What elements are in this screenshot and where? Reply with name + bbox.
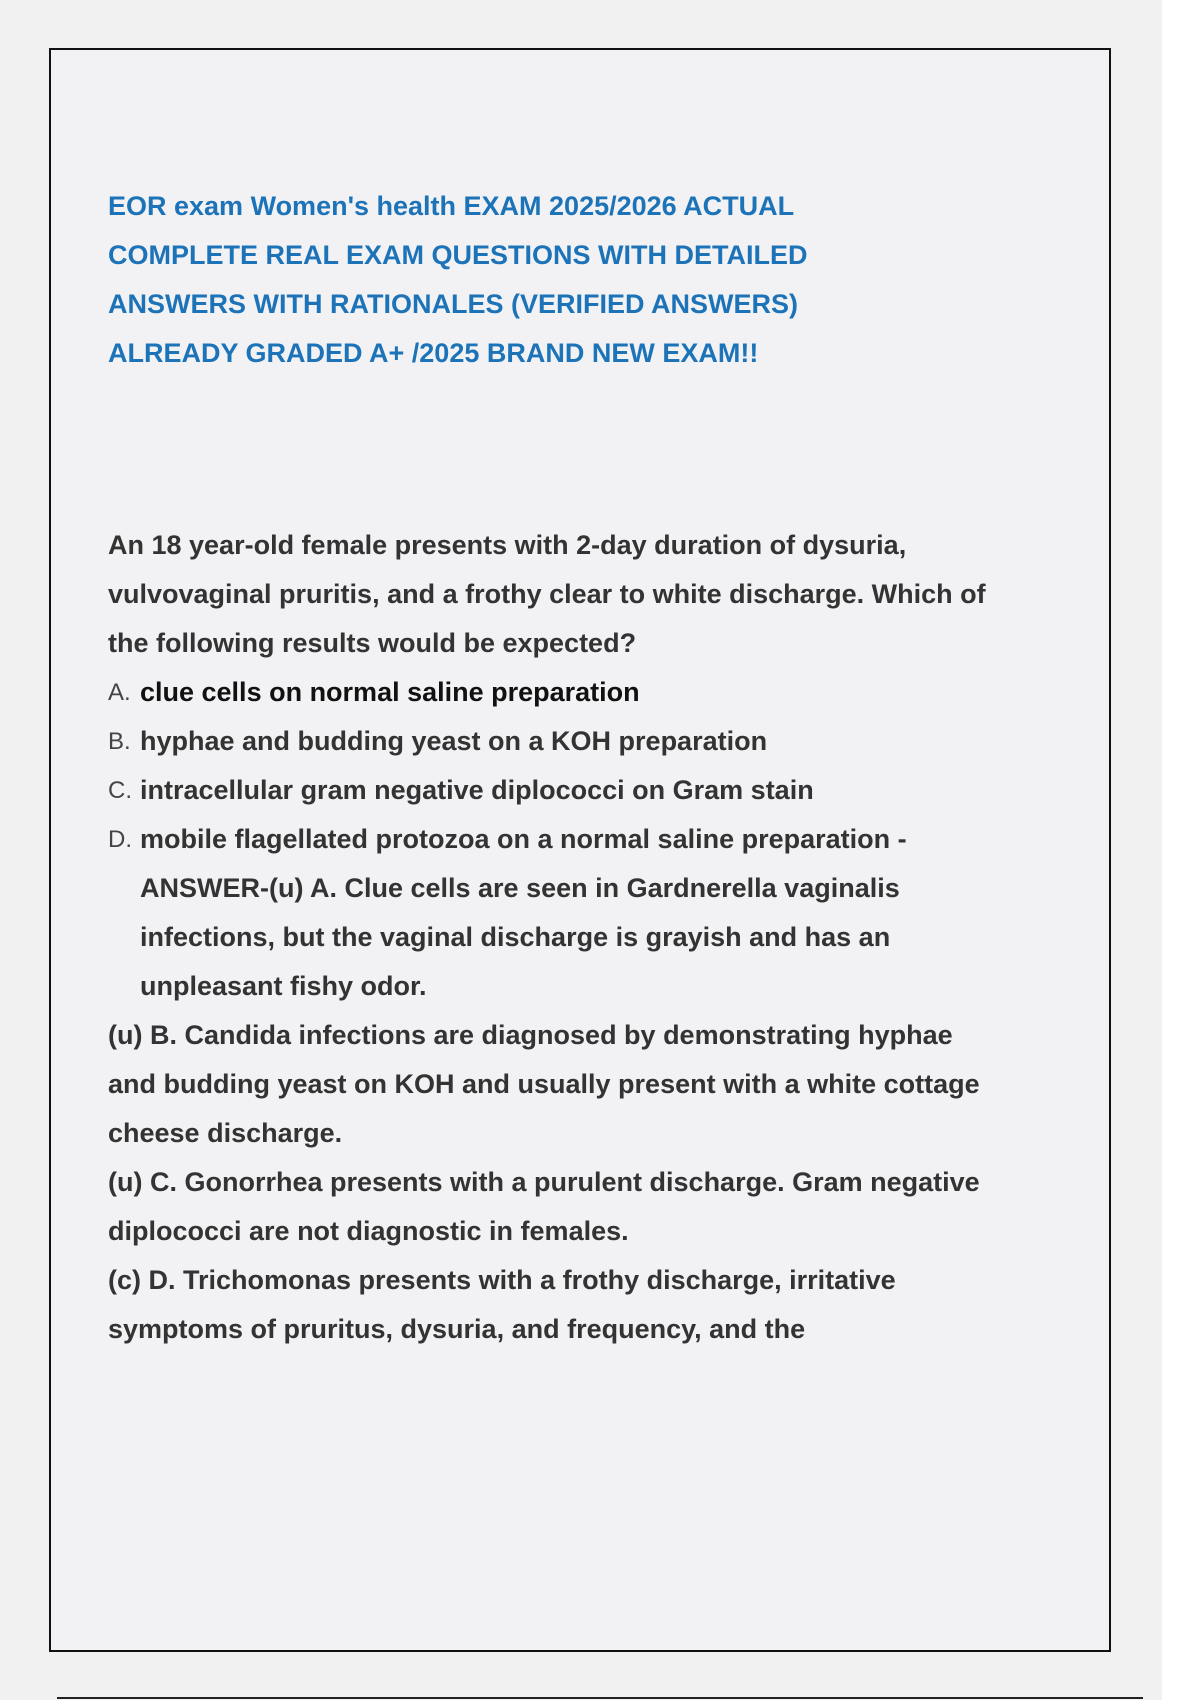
option-text: intracellular gram negative diplococci on Gram stain — [140, 775, 814, 805]
option-d — [108, 815, 988, 1011]
answer-options — [108, 668, 988, 1011]
option-text: mobile flagellated protozoa on a normal saline preparation - ANSWER-(u) A. Clue cells are seen in Gardnerella vaginalis infections, but the vaginal discharge is grayish and has an unpleasant fishy odor. — [140, 824, 907, 1001]
option-b — [108, 717, 988, 766]
title-line: COMPLETE REAL EXAM QUESTIONS WITH DETAILED — [108, 240, 808, 270]
option-text: hyphae and budding yeast on a KOH preparation — [140, 726, 768, 756]
document-title — [108, 182, 988, 378]
title-line: ALREADY GRADED A+ /2025 BRAND NEW EXAM!! — [108, 338, 759, 368]
rationale-paragraph: (u) C. Gonorrhea presents with a purulent discharge. Gram negative diplococci are not diagnostic in females. — [108, 1167, 980, 1246]
document-content — [108, 182, 988, 1354]
option-c — [108, 766, 988, 815]
rationales — [108, 1011, 988, 1354]
question-text: An 18 year-old female presents with 2-day duration of dysuria, vulvovaginal pruritis, and a frothy clear to white discharge. Which of the following results would be expected? — [108, 530, 986, 658]
rationale-paragraph: (c) D. Trichomonas presents with a frothy discharge, irritative symptoms of pruritus, dysuria, and frequency, and the — [108, 1265, 896, 1344]
title-line: EOR exam Women's health EXAM 2025/2026 ACTUAL — [108, 191, 795, 221]
bottom-divider — [57, 1697, 1143, 1699]
option-letter: B. — [108, 728, 131, 755]
option-letter: C. — [108, 777, 132, 804]
right-margin-strip — [1162, 0, 1200, 1700]
option-letter: A. — [108, 679, 131, 706]
option-text: clue cells on normal saline preparation — [140, 677, 640, 707]
option-letter: D. — [108, 826, 132, 853]
title-line: ANSWERS WITH RATIONALES (VERIFIED ANSWERS) — [108, 289, 798, 319]
rationale-paragraph: (u) B. Candida infections are diagnosed by demonstrating hyphae and budding yeast on KOH and usually present with a white cottage cheese discharge. — [108, 1020, 980, 1148]
option-a — [108, 668, 988, 717]
